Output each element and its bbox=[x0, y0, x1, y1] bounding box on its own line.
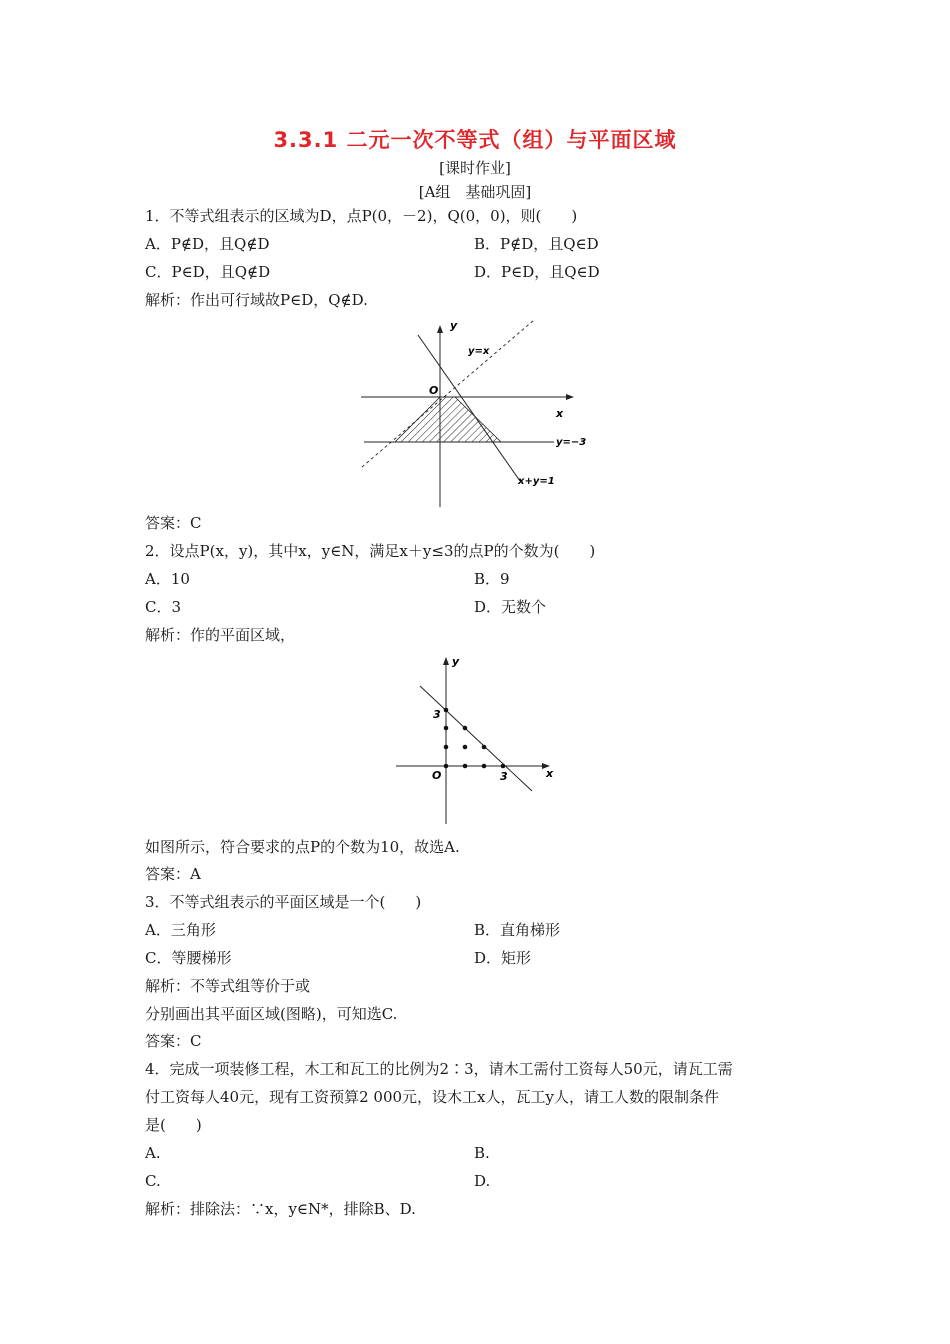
q1-y-label: y bbox=[450, 319, 458, 332]
q3-analysis-line2: 分别画出其平面区域(图略)，可知选C. bbox=[145, 1005, 398, 1023]
q2-option-a: A．10 bbox=[145, 570, 190, 588]
lattice-point bbox=[482, 745, 487, 750]
lattice-point bbox=[444, 764, 449, 769]
lattice-point bbox=[463, 745, 468, 750]
q4-stem-line3: 是( ) bbox=[145, 1116, 202, 1134]
q1-origin-label: O bbox=[429, 384, 439, 397]
q2-option-d: D．无数个 bbox=[474, 598, 547, 616]
q4-analysis: 解析：排除法：∵x，y∈N*，排除B、D. bbox=[145, 1200, 416, 1218]
q3-analysis-line1: 解析：不等式组等价于或 bbox=[145, 977, 311, 995]
q3-option-a: A．三角形 bbox=[145, 921, 216, 939]
q1-stem: 1．不等式组表示的区域为D，点P(0，－2)，Q(0，0)，则( ) bbox=[145, 207, 578, 225]
q3-option-b: B．直角梯形 bbox=[474, 921, 561, 939]
lattice-point bbox=[463, 726, 468, 731]
q1-label-y-eq-neg3: y=−3 bbox=[556, 437, 587, 448]
q1-option-c: C．P∈D，且Q∉D bbox=[145, 263, 271, 281]
group-label: [A组 基础巩固] bbox=[418, 183, 532, 201]
lattice-point bbox=[482, 764, 487, 769]
page-title: 3.3.1 二元一次不等式（组）与平面区域 bbox=[273, 128, 677, 152]
q1-feasible-region bbox=[395, 397, 501, 442]
q1-option-d: D．P∈D，且Q∈D bbox=[474, 263, 600, 281]
q4-stem-line1: 4．完成一项装修工程，木工和瓦工的比例为2∶3，请木工需付工资每人50元，请瓦工需 bbox=[145, 1060, 733, 1078]
q2-option-c: C．3 bbox=[145, 598, 182, 616]
q3-stem: 3．不等式组表示的平面区域是一个( ) bbox=[145, 893, 422, 911]
q2-stem: 2．设点P(x，y)，其中x，y∈N，满足x＋y≤3的点P的个数为( ) bbox=[145, 542, 596, 560]
q1-figure bbox=[358, 315, 598, 515]
q4-option-c: C. bbox=[145, 1172, 161, 1190]
q3-option-d: D．矩形 bbox=[474, 949, 532, 967]
lattice-point bbox=[501, 764, 506, 769]
q1-answer: 答案：C bbox=[145, 514, 202, 532]
q1-y-arrow bbox=[437, 325, 443, 333]
q2-analysis: 解析：作的平面区域， bbox=[145, 626, 296, 644]
q2-figure bbox=[392, 650, 567, 830]
q2-origin-label: O bbox=[432, 769, 442, 782]
q2-y-tick-label: 3 bbox=[433, 708, 441, 721]
lattice-point bbox=[463, 764, 468, 769]
q1-line-y-eq-x bbox=[362, 320, 534, 467]
q1-x-label: x bbox=[556, 407, 564, 420]
q1-analysis: 解析：作出可行域故P∈D，Q∉D. bbox=[145, 291, 368, 309]
q2-conclusion: 如图所示，符合要求的点P的个数为10，故选A. bbox=[145, 838, 460, 856]
q2-x-label: x bbox=[546, 767, 554, 780]
q2-y-arrow bbox=[443, 657, 449, 665]
q2-x-tick-label: 3 bbox=[500, 770, 508, 783]
q1-label-x-plus-y-eq-1: x+y=1 bbox=[518, 476, 555, 487]
q4-option-d: D. bbox=[474, 1172, 491, 1190]
lattice-point bbox=[444, 745, 449, 750]
q1-option-a: A．P∉D，且Q∉D bbox=[145, 235, 270, 253]
q4-option-a: A. bbox=[145, 1144, 161, 1162]
q2-answer: 答案：A bbox=[145, 865, 201, 883]
q1-option-b: B．P∉D，且Q∈D bbox=[474, 235, 599, 253]
q1-x-arrow bbox=[566, 394, 574, 400]
q2-y-label: y bbox=[452, 655, 460, 668]
q4-stem-line2: 付工资每人40元，现有工资预算2 000元，设木工x人，瓦工y人，请工人数的限制条件 bbox=[145, 1088, 719, 1106]
q4-option-b: B. bbox=[474, 1144, 490, 1162]
section-label: [课时作业] bbox=[439, 159, 511, 177]
q3-answer: 答案：C bbox=[145, 1032, 202, 1050]
q2-option-b: B．9 bbox=[474, 570, 510, 588]
q1-label-y-eq-x: y=x bbox=[468, 346, 490, 357]
q3-option-c: C．等腰梯形 bbox=[145, 949, 232, 967]
lattice-point bbox=[444, 708, 449, 713]
lattice-point bbox=[444, 726, 449, 731]
